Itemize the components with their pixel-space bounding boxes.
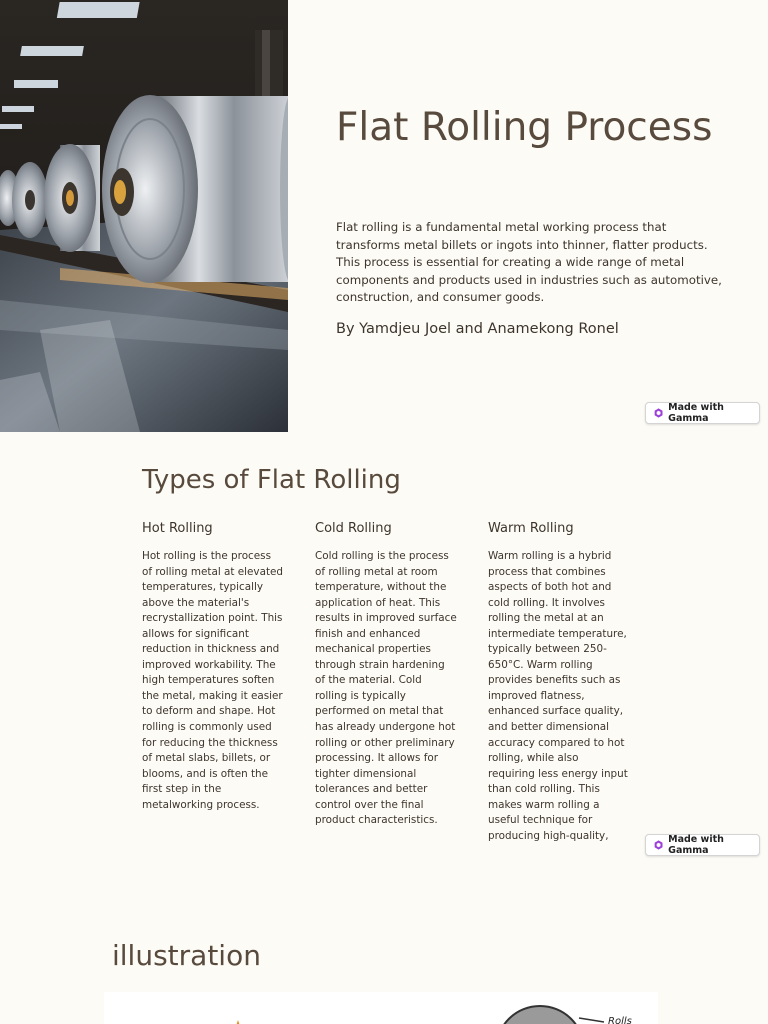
column-title: Hot Rolling <box>142 521 213 536</box>
page-title: Flat Rolling Process <box>336 105 713 150</box>
made-with-gamma-badge[interactable] <box>645 402 760 424</box>
title-slide <box>0 0 768 432</box>
illustration-title: illustration <box>112 939 261 972</box>
badge-label: Made with Gamma <box>668 834 724 856</box>
intro-paragraph: Flat rolling is a fundamental metal working process that transforms metal billets or ingots into thinner, flatter products. This process is essential for creating a wide range of metal components and products used in industries such as automotive, construction, and consumer goods. <box>336 220 722 304</box>
roll-icon <box>496 1006 584 1024</box>
steel-coils-photo <box>0 0 288 432</box>
section-title: Types of Flat Rolling <box>142 465 401 495</box>
column-warm-rolling <box>488 521 628 844</box>
made-with-gamma-badge[interactable] <box>645 834 760 856</box>
column-hot-rolling <box>142 521 284 813</box>
rolling-diagram <box>104 992 658 1024</box>
column-title: Cold Rolling <box>315 521 392 536</box>
illustration-slide <box>0 892 768 1024</box>
badge-label: Made with Gamma <box>668 402 724 424</box>
gamma-logo-icon <box>654 408 663 418</box>
types-slide <box>0 432 768 892</box>
gamma-logo-icon <box>654 840 663 850</box>
column-body: Hot rolling is the process of rolling metal at elevated temperatures, typically above the material's recrystallization point. This allows for significant reduction in thickness and improved workability. The high temperatures soften the metal, making it easier to deform and shape. Hot rolling is commonly used for reducing the thickness of metal slabs, billets, or blooms, and is often the first step in the metalworking process. <box>142 550 284 811</box>
column-cold-rolling <box>315 521 457 829</box>
column-body: Warm rolling is a hybrid process that combines aspects of both hot and cold rolling. It involves rolling the metal at an intermediate temperature, typically between 250-650°C. Warm rolling provides benefits such as improved flatness, enhanced surface quality, and better dimensional accuracy compared to hot rolling, while also requiring less energy input than cold rolling. This makes warm rolling a useful technique for producing high-quality, <box>488 550 628 842</box>
rolls-label: Rolls <box>608 1016 632 1024</box>
column-title: Warm Rolling <box>488 521 574 536</box>
author-byline: By Yamdjeu Joel and Anamekong Ronel <box>336 321 619 337</box>
column-body: Cold rolling is the process of rolling metal at room temperature, without the application of heat. This results in improved surface finish and enhanced mechanical properties through strain hardening of the material. Cold rolling is typically performed on metal that has already undergone hot rolling or other preliminary processing. It allows for tighter dimensional tolerances and better control over the final product characteristics. <box>315 550 457 827</box>
diagram-flame-icon <box>234 1020 242 1024</box>
